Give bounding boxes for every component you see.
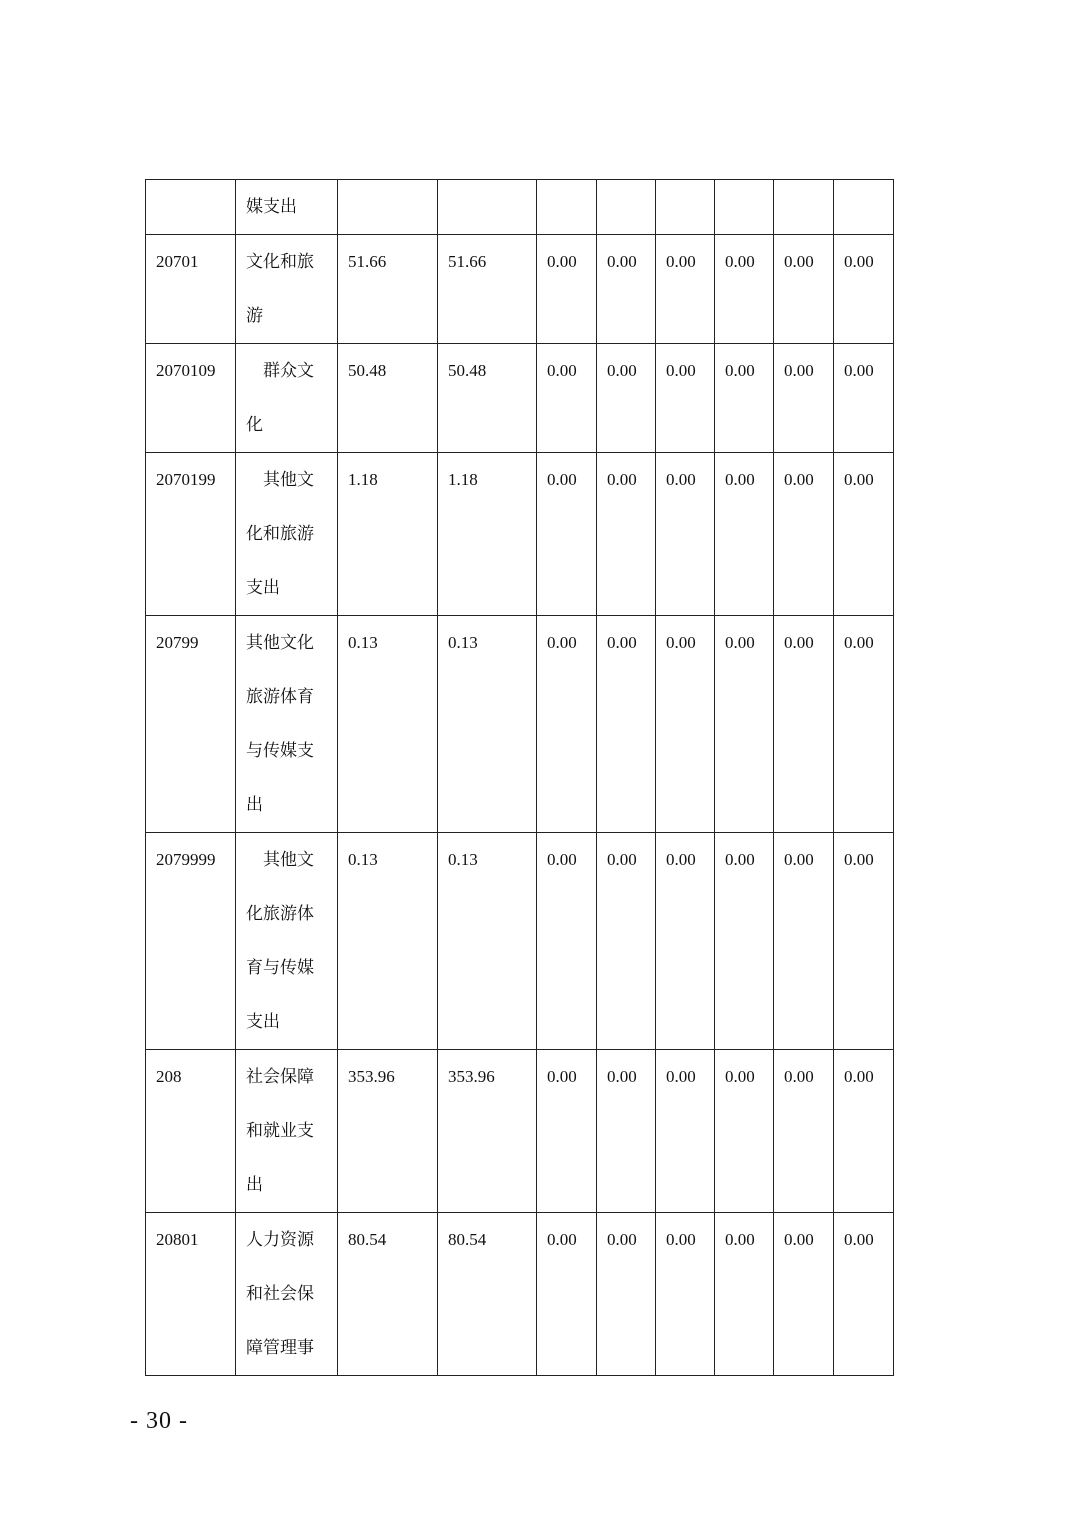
table-row — [146, 1213, 894, 1376]
amount-value: 353.96 — [348, 1067, 395, 1086]
subject-code-cell — [146, 344, 236, 453]
amount-cell — [597, 180, 656, 235]
amount-cell — [537, 344, 597, 453]
subject-name: 社会保障和就业支出 — [246, 1067, 314, 1195]
table-row — [146, 180, 894, 235]
amount-cell — [597, 833, 656, 1050]
amount-value: 0.00 — [607, 850, 637, 869]
amount-cell — [338, 453, 438, 616]
amount-cell — [656, 453, 715, 616]
amount-cell — [656, 616, 715, 833]
amount-cell — [834, 1213, 894, 1376]
amount-cell — [537, 616, 597, 833]
subject-name: 人力资源和社会保障管理事 — [246, 1230, 314, 1358]
amount-cell — [597, 616, 656, 833]
amount-value: 0.00 — [784, 850, 814, 869]
amount-cell — [774, 235, 834, 344]
subject-name: 其他文化旅游体育与传媒支出 — [246, 633, 314, 815]
amount-value: 0.13 — [348, 633, 378, 652]
subject-name-cell — [236, 344, 338, 453]
amount-cell — [774, 1213, 834, 1376]
table-row — [146, 833, 894, 1050]
amount-value: 0.00 — [784, 1067, 814, 1086]
amount-value: 0.00 — [844, 1067, 874, 1086]
amount-value: 0.00 — [725, 850, 755, 869]
subject-name-cell — [236, 1213, 338, 1376]
amount-cell — [774, 1050, 834, 1213]
amount-cell — [656, 344, 715, 453]
subject-name-cell — [236, 1050, 338, 1213]
subject-name-cell — [236, 180, 338, 235]
table-body — [146, 180, 894, 1376]
amount-cell — [537, 833, 597, 1050]
amount-value: 0.00 — [784, 361, 814, 380]
amount-value: 1.18 — [448, 470, 478, 489]
amount-cell — [656, 180, 715, 235]
amount-value: 0.00 — [725, 361, 755, 380]
amount-cell — [338, 235, 438, 344]
amount-cell — [438, 1050, 537, 1213]
amount-cell — [438, 235, 537, 344]
amount-cell — [834, 235, 894, 344]
amount-value: 0.00 — [666, 470, 696, 489]
amount-value: 0.00 — [607, 361, 637, 380]
amount-cell — [438, 344, 537, 453]
amount-value: 0.00 — [725, 470, 755, 489]
subject-code-cell — [146, 453, 236, 616]
amount-cell — [656, 833, 715, 1050]
amount-value: 0.00 — [784, 252, 814, 271]
amount-value: 0.00 — [547, 1230, 577, 1249]
table-row — [146, 616, 894, 833]
amount-cell — [834, 1050, 894, 1213]
budget-table — [145, 179, 894, 1376]
amount-value: 80.54 — [448, 1230, 487, 1249]
subject-code: 208 — [156, 1067, 182, 1086]
subject-name: 文化和旅游 — [246, 252, 314, 326]
amount-cell — [715, 1213, 774, 1376]
amount-value: 0.00 — [607, 252, 637, 271]
amount-cell — [338, 616, 438, 833]
amount-cell — [597, 453, 656, 616]
subject-code: 2070199 — [156, 470, 216, 489]
amount-value: 0.00 — [547, 1067, 577, 1086]
amount-value: 0.00 — [725, 1067, 755, 1086]
amount-value: 0.13 — [448, 633, 478, 652]
amount-value: 0.00 — [547, 361, 577, 380]
amount-value: 0.00 — [547, 252, 577, 271]
subject-name-cell — [236, 616, 338, 833]
amount-cell — [656, 1213, 715, 1376]
amount-cell — [438, 453, 537, 616]
amount-value: 0.00 — [547, 470, 577, 489]
page-number: - 30 - — [130, 1408, 188, 1434]
amount-value: 51.66 — [348, 252, 387, 271]
amount-cell — [715, 180, 774, 235]
amount-cell — [715, 235, 774, 344]
amount-value: 50.48 — [448, 361, 487, 380]
amount-value: 1.18 — [348, 470, 378, 489]
amount-value: 0.00 — [784, 633, 814, 652]
amount-cell — [597, 344, 656, 453]
amount-value: 0.00 — [666, 633, 696, 652]
subject-code: 20799 — [156, 633, 199, 652]
subject-code-cell — [146, 1213, 236, 1376]
amount-cell — [438, 616, 537, 833]
amount-value: 0.00 — [547, 633, 577, 652]
subject-name: 其他文化旅游体育与传媒支出 — [246, 850, 314, 1032]
amount-cell — [338, 833, 438, 1050]
subject-code: 20701 — [156, 252, 199, 271]
subject-code-cell — [146, 833, 236, 1050]
amount-value: 0.00 — [666, 1230, 696, 1249]
amount-value: 0.13 — [348, 850, 378, 869]
amount-cell — [715, 1050, 774, 1213]
amount-value: 0.00 — [607, 470, 637, 489]
amount-cell — [537, 1050, 597, 1213]
amount-value: 51.66 — [448, 252, 487, 271]
amount-cell — [774, 833, 834, 1050]
amount-cell — [537, 180, 597, 235]
subject-code: 2079999 — [156, 850, 216, 869]
table-row — [146, 453, 894, 616]
table-row — [146, 235, 894, 344]
amount-value: 0.00 — [666, 361, 696, 380]
amount-cell — [338, 180, 438, 235]
amount-value: 0.00 — [725, 633, 755, 652]
amount-cell — [715, 344, 774, 453]
subject-code-cell — [146, 180, 236, 235]
amount-value: 0.00 — [844, 252, 874, 271]
subject-code-cell — [146, 235, 236, 344]
subject-name: 群众文化 — [246, 361, 314, 435]
amount-value: 0.13 — [448, 850, 478, 869]
subject-code: 2070109 — [156, 361, 216, 380]
table-row — [146, 344, 894, 453]
table-row — [146, 1050, 894, 1213]
amount-cell — [774, 453, 834, 616]
amount-cell — [774, 344, 834, 453]
amount-cell — [715, 453, 774, 616]
amount-cell — [834, 616, 894, 833]
subject-code-cell — [146, 616, 236, 833]
amount-cell — [338, 1050, 438, 1213]
amount-cell — [438, 833, 537, 1050]
amount-cell — [656, 1050, 715, 1213]
amount-cell — [597, 1213, 656, 1376]
subject-name-cell — [236, 453, 338, 616]
amount-value: 0.00 — [547, 850, 577, 869]
amount-value: 0.00 — [725, 1230, 755, 1249]
amount-cell — [438, 1213, 537, 1376]
amount-value: 0.00 — [725, 252, 755, 271]
amount-value: 0.00 — [844, 850, 874, 869]
subject-name: 媒支出 — [246, 197, 297, 217]
amount-cell — [537, 453, 597, 616]
amount-cell — [597, 235, 656, 344]
amount-value: 80.54 — [348, 1230, 387, 1249]
amount-cell — [834, 180, 894, 235]
amount-value: 0.00 — [607, 633, 637, 652]
amount-cell — [338, 1213, 438, 1376]
subject-code-cell — [146, 1050, 236, 1213]
amount-cell — [715, 616, 774, 833]
amount-cell — [834, 344, 894, 453]
amount-cell — [834, 453, 894, 616]
subject-name-cell — [236, 833, 338, 1050]
amount-cell — [715, 833, 774, 1050]
amount-cell — [597, 1050, 656, 1213]
amount-value: 50.48 — [348, 361, 387, 380]
amount-value: 0.00 — [666, 1067, 696, 1086]
amount-cell — [537, 235, 597, 344]
amount-value: 0.00 — [844, 1230, 874, 1249]
amount-value: 0.00 — [844, 361, 874, 380]
amount-value: 353.96 — [448, 1067, 495, 1086]
amount-value: 0.00 — [666, 850, 696, 869]
amount-value: 0.00 — [784, 470, 814, 489]
subject-code: 20801 — [156, 1230, 199, 1249]
amount-value: 0.00 — [784, 1230, 814, 1249]
amount-cell — [774, 180, 834, 235]
amount-value: 0.00 — [607, 1230, 637, 1249]
amount-value: 0.00 — [607, 1067, 637, 1086]
amount-cell — [438, 180, 537, 235]
amount-cell — [338, 344, 438, 453]
amount-cell — [774, 616, 834, 833]
subject-name-cell — [236, 235, 338, 344]
amount-value: 0.00 — [666, 252, 696, 271]
amount-value: 0.00 — [844, 470, 874, 489]
amount-cell — [656, 235, 715, 344]
amount-value: 0.00 — [844, 633, 874, 652]
amount-cell — [834, 833, 894, 1050]
subject-name: 其他文化和旅游支出 — [246, 470, 314, 598]
amount-cell — [537, 1213, 597, 1376]
